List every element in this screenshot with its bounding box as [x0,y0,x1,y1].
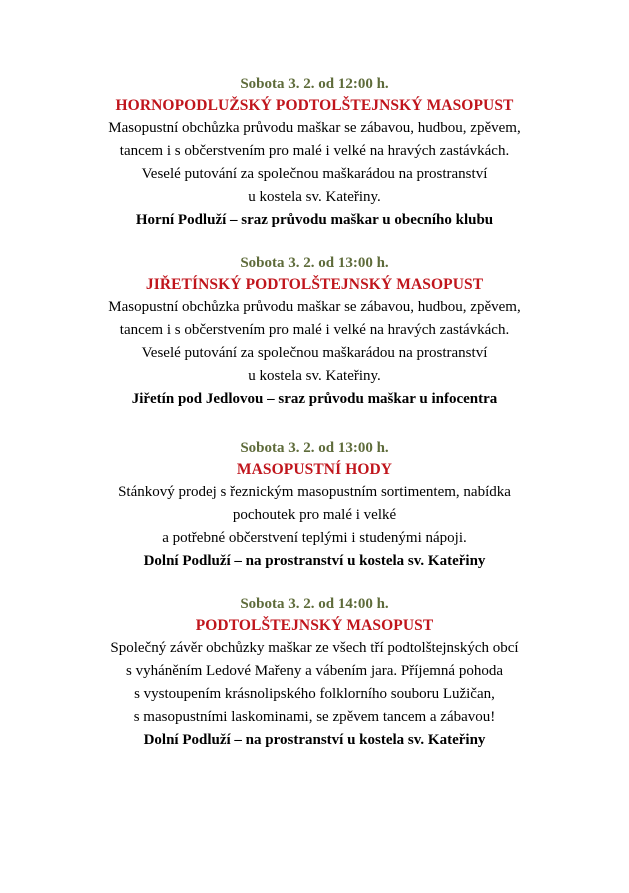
event-description-line: s vystoupením krásnolipského folklorního souboru Lužičan, [134,686,495,702]
event-description-line: Stánkový prodej s řeznickým masopustním sortimentem, nabídka [118,484,511,500]
event-date: Sobota 3. 2. od 14:00 h. [240,596,389,612]
event-title: PODTOLŠTEJNSKÝ MASOPUST [195,617,434,634]
event-2 [0,252,629,411]
event-1 [0,73,629,232]
event-description-line: Veselé putování za společnou maškarádou na prostranství [141,345,488,361]
event-description-line: u kostela sv. Kateřiny. [248,189,381,205]
event-description-line: Veselé putování za společnou maškarádou na prostranství [141,166,488,182]
event-3 [0,437,629,573]
event-title: MASOPUSTNÍ HODY [236,461,393,478]
event-description-line: s vyháněním Ledové Mařeny a vábením jara. Příjemná pohoda [126,663,503,679]
event-title: HORNOPODLUŽSKÝ PODTOLŠTEJNSKÝ MASOPUST [115,97,514,114]
event-date: Sobota 3. 2. od 13:00 h. [240,255,389,271]
event-place: Jiřetín pod Jedlovou – sraz průvodu maškar u infocentra [131,391,498,407]
event-description-line: Masopustní obchůzka průvodu maškar se zábavou, hudbou, zpěvem, [108,120,521,136]
event-description-line: tancem i s občerstvením pro malé i velké na hravých zastávkách. [119,143,510,159]
event-description-line: Společný závěr obchůzky maškar ze všech tří podtolštejnských obcí [110,640,519,656]
event-description-line: pochoutek pro malé i velké [232,507,397,523]
event-description-line: s masopustními laskominami, se zpěvem tancem a zábavou! [133,709,496,725]
event-date: Sobota 3. 2. od 13:00 h. [240,440,389,456]
event-description-line: u kostela sv. Kateřiny. [248,368,381,384]
event-4 [0,593,629,752]
event-description-line: tancem i s občerstvením pro malé i velké na hravých zastávkách. [119,322,510,338]
event-description-line: a potřebné občerstvení teplými i studenými nápoji. [162,530,467,546]
event-place: Horní Podluží – sraz průvodu maškar u obecního klubu [135,212,494,228]
event-place: Dolní Podluží – na prostranství u kostela sv. Kateřiny [143,732,486,748]
event-program [0,73,629,772]
event-description-line: Masopustní obchůzka průvodu maškar se zábavou, hudbou, zpěvem, [108,299,521,315]
event-place: Dolní Podluží – na prostranství u kostela sv. Kateřiny [143,553,486,569]
event-title: JIŘETÍNSKÝ PODTOLŠTEJNSKÝ MASOPUST [145,276,484,293]
event-date: Sobota 3. 2. od 12:00 h. [240,76,389,92]
